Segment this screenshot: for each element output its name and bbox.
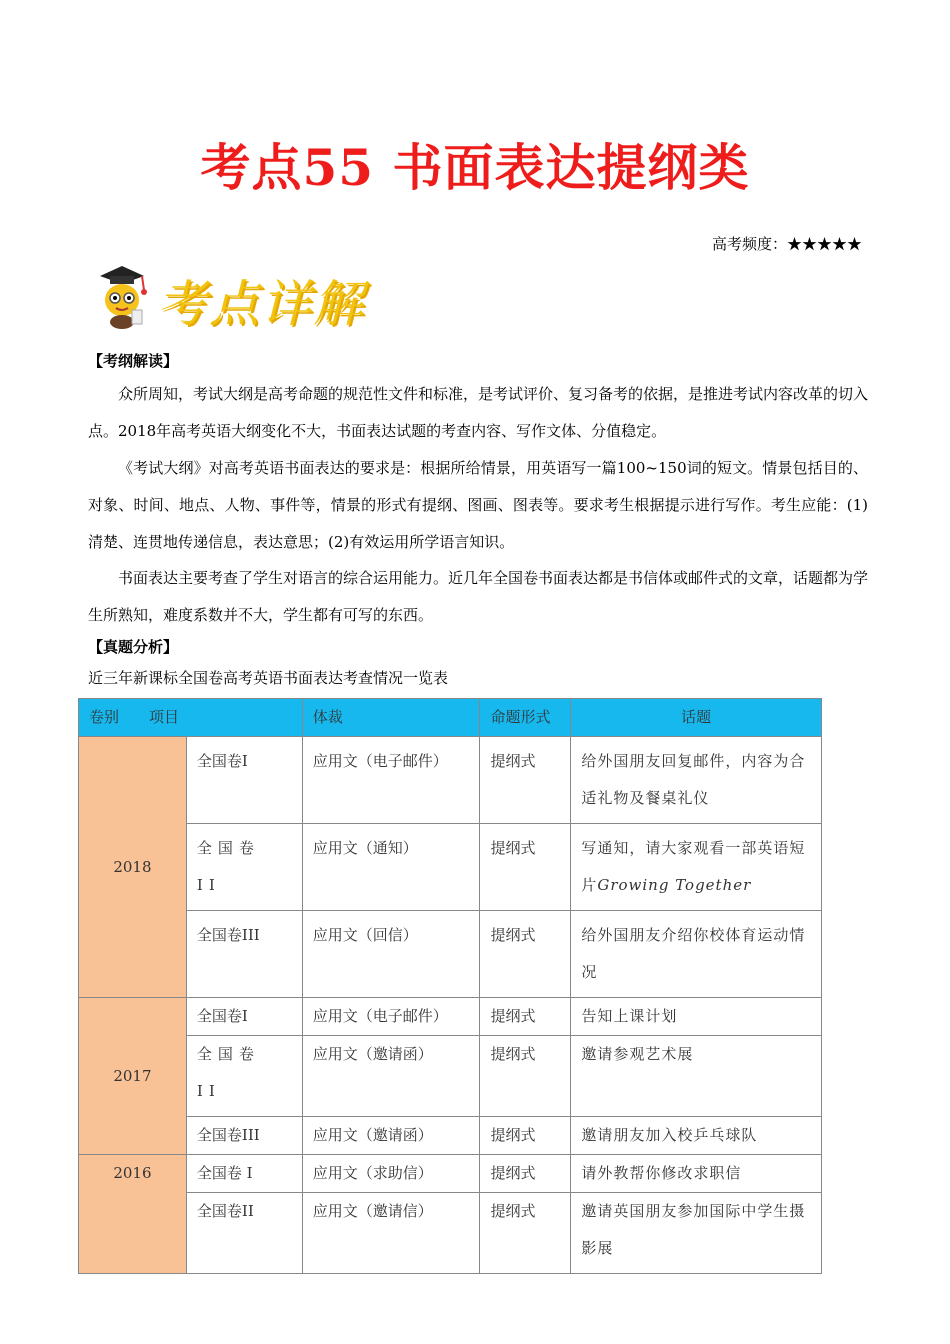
paper-cell: 全国卷I bbox=[186, 998, 302, 1036]
section-heading-analysis: 【真题分析】 bbox=[88, 638, 179, 656]
table-row bbox=[79, 911, 822, 998]
topic-cell: 给外国朋友回复邮件，内容为合适礼物及餐桌礼仪 bbox=[571, 737, 822, 824]
format-cell: 提纲式 bbox=[480, 1036, 571, 1117]
genre-cell: 应用文（电子邮件） bbox=[302, 737, 480, 824]
topic-cell: 邀请朋友加入校乒乓球队 bbox=[571, 1117, 822, 1155]
topic-text: 写通知，请大家观看一部英语短片 bbox=[581, 839, 806, 894]
header-genre: 体裁 bbox=[302, 699, 480, 737]
section-banner bbox=[92, 262, 392, 332]
frequency-rating: 高考频度：★★★★★ bbox=[711, 235, 862, 253]
table-row bbox=[79, 1117, 822, 1155]
table-row bbox=[79, 737, 822, 824]
graduate-mascot-icon bbox=[92, 262, 152, 332]
table-row bbox=[79, 824, 822, 911]
page-title: 考点55 书面表达提纲类 bbox=[200, 138, 750, 197]
paper-cell: 全国卷II bbox=[186, 1193, 302, 1274]
header-corner: 卷别 项目 bbox=[79, 699, 303, 737]
format-cell: 提纲式 bbox=[480, 1155, 571, 1193]
paper-cell: 全国卷 I bbox=[186, 1155, 302, 1193]
paragraph-text: 众所周知，考试大纲是高考命题的规范性文件和标准，是考试评价、复习备考的依据，是推进考试内容改革的切入点。2018年高考英语大纲变化不大，书面表达试题的考查内容、写作文体、分值稳定。 bbox=[88, 385, 869, 440]
banner-title: 考点详解 bbox=[157, 275, 365, 333]
paper-cell: 全国卷I bbox=[186, 737, 302, 824]
genre-cell: 应用文（求助信） bbox=[302, 1155, 480, 1193]
table-caption: 近三年新课标全国卷高考英语书面表达考查情况一览表 bbox=[88, 669, 449, 687]
paper-cell: 全国卷III bbox=[186, 1117, 302, 1155]
year-cell: 2017 bbox=[79, 998, 187, 1155]
paragraph bbox=[88, 450, 868, 561]
format-cell: 提纲式 bbox=[480, 998, 571, 1036]
paragraph bbox=[88, 560, 868, 634]
section-heading-outline: 【考纲解读】 bbox=[88, 352, 179, 370]
topic-cell bbox=[571, 824, 822, 911]
table-row bbox=[79, 1193, 822, 1274]
format-cell: 提纲式 bbox=[480, 911, 571, 998]
paper-cell: 全国卷 II bbox=[186, 1036, 302, 1117]
genre-cell: 应用文（通知） bbox=[302, 824, 480, 911]
header-topic: 话题 bbox=[571, 699, 822, 737]
format-cell: 提纲式 bbox=[480, 1193, 571, 1274]
paper-cell: 全国卷 II bbox=[186, 824, 302, 911]
format-cell: 提纲式 bbox=[480, 1117, 571, 1155]
table-row bbox=[79, 1155, 822, 1193]
paragraph bbox=[88, 376, 868, 450]
topic-cell: 给外国朋友介绍你校体育运动情况 bbox=[571, 911, 822, 998]
genre-cell: 应用文（邀请函） bbox=[302, 1036, 480, 1117]
paragraph-text: 《考试大纲》对高考英语书面表达的要求是：根据所给情景，用英语写一篇100~150词的短文。情景包括目的、对象、时间、地点、人物、事件等，情景的形式有提纲、图画、图表等。要求考生根据提示进行写作。考生应能：(1)清楚、连贯地传递信息，表达意思；(2)有效运用所学语言知识。 bbox=[88, 459, 868, 551]
genre-cell: 应用文（邀请函） bbox=[302, 1117, 480, 1155]
year-cell: 2016 bbox=[79, 1155, 187, 1274]
topic-cell: 邀请参观艺术展 bbox=[571, 1036, 822, 1117]
exam-table bbox=[78, 698, 822, 1274]
genre-cell: 应用文（电子邮件） bbox=[302, 998, 480, 1036]
paragraph-text: 书面表达主要考查了学生对语言的综合运用能力。近几年全国卷书面表达都是书信体或邮件式的文章，话题都为学生所熟知，难度系数并不大，学生都有可写的东西。 bbox=[88, 569, 869, 624]
topic-cell: 请外教帮你修改求职信 bbox=[571, 1155, 822, 1193]
table-row bbox=[79, 998, 822, 1036]
genre-cell: 应用文（回信） bbox=[302, 911, 480, 998]
table-row bbox=[79, 1036, 822, 1117]
header-format: 命题形式 bbox=[480, 699, 571, 737]
film-title: Growing Together bbox=[597, 876, 752, 894]
topic-cell: 告知上课计划 bbox=[571, 998, 822, 1036]
paper-cell: 全国卷III bbox=[186, 911, 302, 998]
topic-cell: 邀请英国朋友参加国际中学生摄影展 bbox=[571, 1193, 822, 1274]
genre-cell: 应用文（邀请信） bbox=[302, 1193, 480, 1274]
format-cell: 提纲式 bbox=[480, 737, 571, 824]
format-cell: 提纲式 bbox=[480, 824, 571, 911]
table-header-row bbox=[79, 699, 822, 737]
year-cell: 2018 bbox=[79, 737, 187, 998]
